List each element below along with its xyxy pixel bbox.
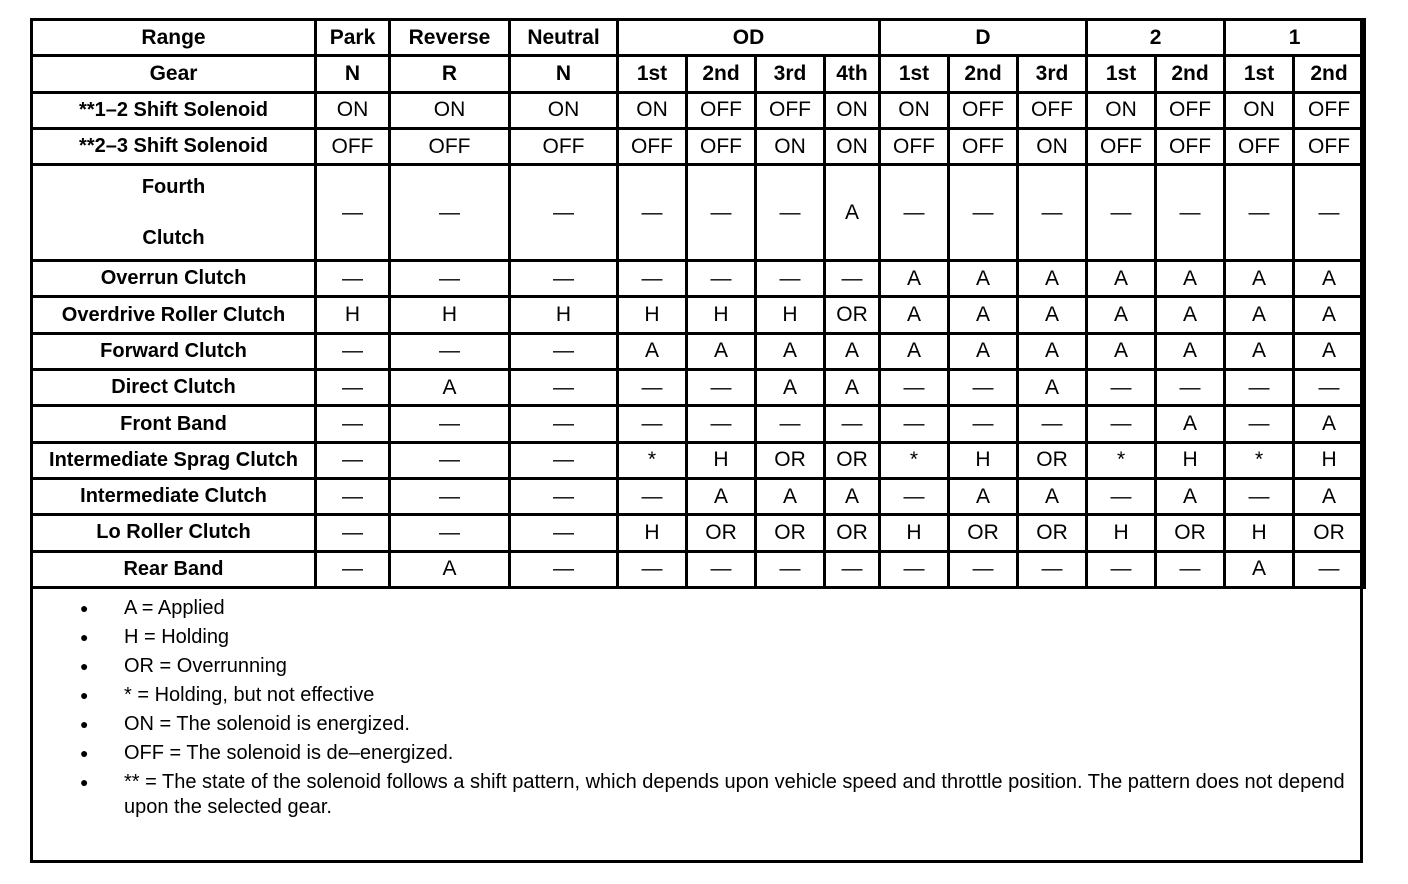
state-cell: — xyxy=(510,333,618,369)
range-header-row xyxy=(32,20,1365,56)
component-row xyxy=(32,92,1365,128)
state-cell: — xyxy=(1087,406,1156,442)
state-cell: A xyxy=(1156,333,1225,369)
legend-note xyxy=(76,683,1356,708)
range-header-cell: 2 xyxy=(1087,20,1225,56)
state-cell: — xyxy=(1156,165,1225,261)
state-cell: OFF xyxy=(618,128,687,164)
shift-chart-table xyxy=(30,18,1366,589)
state-cell: — xyxy=(825,551,880,587)
state-cell: A xyxy=(1156,261,1225,297)
component-label xyxy=(32,165,316,261)
state-cell: H xyxy=(618,515,687,551)
legend-note-text: OR = Overrunning xyxy=(124,655,287,677)
state-cell: A xyxy=(1018,333,1087,369)
state-cell: OR xyxy=(687,515,756,551)
component-label: Forward Clutch xyxy=(32,333,316,369)
state-cell: H xyxy=(1294,442,1365,478)
component-row xyxy=(32,261,1365,297)
state-cell: H xyxy=(880,515,949,551)
component-row xyxy=(32,515,1365,551)
state-cell: A xyxy=(1156,406,1225,442)
state-cell: — xyxy=(949,165,1018,261)
component-row xyxy=(32,128,1365,164)
state-cell: — xyxy=(825,261,880,297)
state-cell: — xyxy=(316,478,390,514)
state-cell: OFF xyxy=(949,128,1018,164)
state-cell: A xyxy=(949,297,1018,333)
state-cell: A xyxy=(880,297,949,333)
legend-note xyxy=(76,741,1356,766)
state-cell: — xyxy=(1294,551,1365,587)
state-cell: — xyxy=(687,551,756,587)
state-cell: A xyxy=(880,261,949,297)
legend-note-text: ON = The solenoid is energized. xyxy=(124,713,410,735)
state-cell: — xyxy=(1225,165,1294,261)
state-cell: — xyxy=(880,165,949,261)
state-cell: A xyxy=(949,333,1018,369)
bullet-icon: ● xyxy=(80,774,89,790)
state-cell: — xyxy=(756,551,825,587)
state-cell: A xyxy=(1225,551,1294,587)
state-cell: ON xyxy=(756,128,825,164)
state-cell: ON xyxy=(1225,92,1294,128)
state-cell: OR xyxy=(756,442,825,478)
state-cell: A xyxy=(1018,297,1087,333)
legend-note-text: * = Holding, but not effective xyxy=(124,684,375,706)
state-cell: ON xyxy=(880,92,949,128)
state-cell: — xyxy=(618,370,687,406)
state-cell: — xyxy=(510,551,618,587)
state-cell: — xyxy=(1225,370,1294,406)
state-cell: — xyxy=(687,165,756,261)
state-cell: A xyxy=(1294,406,1365,442)
state-cell: — xyxy=(316,515,390,551)
bullet-icon: ● xyxy=(80,658,89,674)
state-cell: ON xyxy=(1087,92,1156,128)
state-cell: A xyxy=(949,261,1018,297)
state-cell: — xyxy=(1018,551,1087,587)
state-cell: — xyxy=(756,406,825,442)
state-cell: H xyxy=(687,297,756,333)
state-cell: A xyxy=(756,333,825,369)
state-cell: — xyxy=(880,406,949,442)
state-cell: ON xyxy=(390,92,510,128)
component-row xyxy=(32,442,1365,478)
state-cell: — xyxy=(949,551,1018,587)
state-cell: ON xyxy=(825,92,880,128)
state-cell: A xyxy=(687,478,756,514)
range-header-cell: D xyxy=(880,20,1087,56)
component-label: Lo Roller Clutch xyxy=(32,515,316,551)
state-cell: — xyxy=(510,406,618,442)
state-cell: A xyxy=(1225,261,1294,297)
legend-note xyxy=(76,770,1356,819)
state-cell: A xyxy=(390,370,510,406)
state-cell: A xyxy=(618,333,687,369)
range-header-cell: Park xyxy=(316,20,390,56)
bullet-icon: ● xyxy=(80,687,89,703)
component-label: **2–3 Shift Solenoid xyxy=(32,128,316,164)
bullet-icon: ● xyxy=(80,600,89,616)
legend-note-text: H = Holding xyxy=(124,626,230,648)
component-label: **1–2 Shift Solenoid xyxy=(32,92,316,128)
state-cell: — xyxy=(1087,478,1156,514)
state-cell: OFF xyxy=(1156,128,1225,164)
state-cell: — xyxy=(510,442,618,478)
state-cell: A xyxy=(1225,333,1294,369)
state-cell: A xyxy=(1294,478,1365,514)
state-cell: — xyxy=(687,406,756,442)
state-cell: — xyxy=(1018,165,1087,261)
state-cell: — xyxy=(1294,370,1365,406)
state-cell: — xyxy=(316,551,390,587)
state-cell: — xyxy=(880,478,949,514)
range-header-label: Range xyxy=(32,20,316,56)
state-cell: — xyxy=(1018,406,1087,442)
legend-note-text: OFF = The solenoid is de–energized. xyxy=(124,742,454,764)
state-cell: — xyxy=(316,165,390,261)
state-cell: H xyxy=(1156,442,1225,478)
state-cell: OFF xyxy=(1018,92,1087,128)
gear-header-cell: N xyxy=(316,56,390,92)
gear-header-cell: 4th xyxy=(825,56,880,92)
bullet-icon: ● xyxy=(80,629,89,645)
state-cell: A xyxy=(1156,478,1225,514)
state-cell: ON xyxy=(825,128,880,164)
component-row xyxy=(32,297,1365,333)
state-cell: ON xyxy=(316,92,390,128)
state-cell: — xyxy=(687,370,756,406)
state-cell: OFF xyxy=(316,128,390,164)
state-cell: OFF xyxy=(1087,128,1156,164)
legend-notes xyxy=(76,596,1356,824)
state-cell: — xyxy=(1294,165,1365,261)
state-cell: A xyxy=(1294,297,1365,333)
state-cell: — xyxy=(390,515,510,551)
gear-header-cell: R xyxy=(390,56,510,92)
state-cell: H xyxy=(390,297,510,333)
state-cell: — xyxy=(390,165,510,261)
gear-header-row xyxy=(32,56,1365,92)
state-cell: OFF xyxy=(756,92,825,128)
component-label: Intermediate Sprag Clutch xyxy=(32,442,316,478)
state-cell: — xyxy=(618,478,687,514)
state-cell: OR xyxy=(825,442,880,478)
gear-header-cell: 2nd xyxy=(1156,56,1225,92)
legend-note xyxy=(76,712,1356,737)
state-cell: A xyxy=(390,551,510,587)
range-header-cell: Reverse xyxy=(390,20,510,56)
state-cell: OFF xyxy=(1294,128,1365,164)
gear-header-cell: 1st xyxy=(618,56,687,92)
state-cell: ON xyxy=(1018,128,1087,164)
state-cell: A xyxy=(1018,478,1087,514)
state-cell: ON xyxy=(618,92,687,128)
gear-header-cell: 2nd xyxy=(1294,56,1365,92)
bullet-icon: ● xyxy=(80,745,89,761)
legend-note-text: A = Applied xyxy=(124,597,225,619)
state-cell: OR xyxy=(949,515,1018,551)
state-cell: OFF xyxy=(687,128,756,164)
component-row xyxy=(32,370,1365,406)
state-cell: — xyxy=(390,261,510,297)
state-cell: — xyxy=(1225,406,1294,442)
state-cell: — xyxy=(510,370,618,406)
state-cell: OR xyxy=(825,515,880,551)
state-cell: OR xyxy=(1294,515,1365,551)
gear-header-cell: 2nd xyxy=(687,56,756,92)
component-label: Rear Band xyxy=(32,551,316,587)
state-cell: * xyxy=(1087,442,1156,478)
state-cell: H xyxy=(618,297,687,333)
state-cell: A xyxy=(756,370,825,406)
state-cell: — xyxy=(880,551,949,587)
state-cell: H xyxy=(1225,515,1294,551)
state-cell: A xyxy=(1294,333,1365,369)
component-row xyxy=(32,406,1365,442)
state-cell: OFF xyxy=(1294,92,1365,128)
state-cell: A xyxy=(949,478,1018,514)
state-cell: — xyxy=(510,478,618,514)
state-cell: OFF xyxy=(510,128,618,164)
state-cell: — xyxy=(316,261,390,297)
state-cell: — xyxy=(390,333,510,369)
state-cell: — xyxy=(316,406,390,442)
component-label: Front Band xyxy=(32,406,316,442)
state-cell: — xyxy=(1087,165,1156,261)
state-cell: — xyxy=(510,515,618,551)
state-cell: — xyxy=(510,165,618,261)
gear-header-cell: N xyxy=(510,56,618,92)
component-row xyxy=(32,478,1365,514)
state-cell: — xyxy=(618,406,687,442)
state-cell: A xyxy=(880,333,949,369)
state-cell: A xyxy=(825,370,880,406)
state-cell: OFF xyxy=(1225,128,1294,164)
state-cell: H xyxy=(1087,515,1156,551)
state-cell: A xyxy=(825,478,880,514)
state-cell: A xyxy=(1294,261,1365,297)
bullet-icon: ● xyxy=(80,716,89,732)
state-cell: — xyxy=(510,261,618,297)
state-cell: OR xyxy=(825,297,880,333)
gear-header-cell: 1st xyxy=(1225,56,1294,92)
gear-header-cell: 1st xyxy=(1087,56,1156,92)
range-header-cell: Neutral xyxy=(510,20,618,56)
state-cell: A xyxy=(825,165,880,261)
state-cell: H xyxy=(510,297,618,333)
state-cell: A xyxy=(825,333,880,369)
state-cell: — xyxy=(949,406,1018,442)
state-cell: OFF xyxy=(687,92,756,128)
legend-note xyxy=(76,625,1356,650)
component-label: Overrun Clutch xyxy=(32,261,316,297)
state-cell: A xyxy=(1225,297,1294,333)
state-cell: — xyxy=(949,370,1018,406)
state-cell: — xyxy=(1156,551,1225,587)
state-cell: * xyxy=(880,442,949,478)
range-header-cell: OD xyxy=(618,20,880,56)
legend-note xyxy=(76,596,1356,621)
state-cell: A xyxy=(1087,297,1156,333)
state-cell: — xyxy=(618,165,687,261)
gear-header-cell: 3rd xyxy=(756,56,825,92)
state-cell: — xyxy=(756,165,825,261)
state-cell: — xyxy=(316,370,390,406)
state-cell: — xyxy=(1087,370,1156,406)
state-cell: — xyxy=(880,370,949,406)
state-cell: — xyxy=(390,406,510,442)
state-cell: OFF xyxy=(1156,92,1225,128)
state-cell: A xyxy=(756,478,825,514)
state-cell: OR xyxy=(1018,515,1087,551)
component-label: Direct Clutch xyxy=(32,370,316,406)
component-row xyxy=(32,551,1365,587)
state-cell: A xyxy=(1087,333,1156,369)
state-cell: ON xyxy=(510,92,618,128)
state-cell: — xyxy=(1087,551,1156,587)
state-cell: — xyxy=(756,261,825,297)
gear-header-cell: 3rd xyxy=(1018,56,1087,92)
state-cell: H xyxy=(687,442,756,478)
state-cell: — xyxy=(390,442,510,478)
component-label: Overdrive Roller Clutch xyxy=(32,297,316,333)
state-cell: H xyxy=(756,297,825,333)
state-cell: H xyxy=(949,442,1018,478)
state-cell: A xyxy=(1018,370,1087,406)
state-cell: — xyxy=(390,478,510,514)
state-cell: * xyxy=(1225,442,1294,478)
state-cell: — xyxy=(618,261,687,297)
state-cell: A xyxy=(1156,297,1225,333)
state-cell: * xyxy=(618,442,687,478)
state-cell: OFF xyxy=(880,128,949,164)
state-cell: — xyxy=(316,333,390,369)
state-cell: A xyxy=(1087,261,1156,297)
gear-header-label: Gear xyxy=(32,56,316,92)
state-cell: A xyxy=(687,333,756,369)
state-cell: OR xyxy=(1018,442,1087,478)
legend-note-text: ** = The state of the solenoid follows a shift pattern, which depends upon vehicle speed and throttle position. The pattern does not depend upon the selected gear. xyxy=(124,771,1345,818)
gear-header-cell: 2nd xyxy=(949,56,1018,92)
gear-header-cell: 1st xyxy=(880,56,949,92)
state-cell: H xyxy=(316,297,390,333)
component-label: Intermediate Clutch xyxy=(32,478,316,514)
state-cell: — xyxy=(1225,478,1294,514)
component-row xyxy=(32,165,1365,261)
legend-note xyxy=(76,654,1356,679)
state-cell: OR xyxy=(756,515,825,551)
state-cell: A xyxy=(1018,261,1087,297)
range-header-cell: 1 xyxy=(1225,20,1365,56)
component-row xyxy=(32,333,1365,369)
state-cell: — xyxy=(316,442,390,478)
state-cell: — xyxy=(825,406,880,442)
state-cell: OFF xyxy=(390,128,510,164)
component-label-line-2: Clutch xyxy=(142,226,205,249)
state-cell: OFF xyxy=(949,92,1018,128)
state-cell: — xyxy=(687,261,756,297)
component-label-line-1: Fourth xyxy=(141,175,206,198)
state-cell: OR xyxy=(1156,515,1225,551)
state-cell: — xyxy=(1156,370,1225,406)
state-cell: — xyxy=(618,551,687,587)
